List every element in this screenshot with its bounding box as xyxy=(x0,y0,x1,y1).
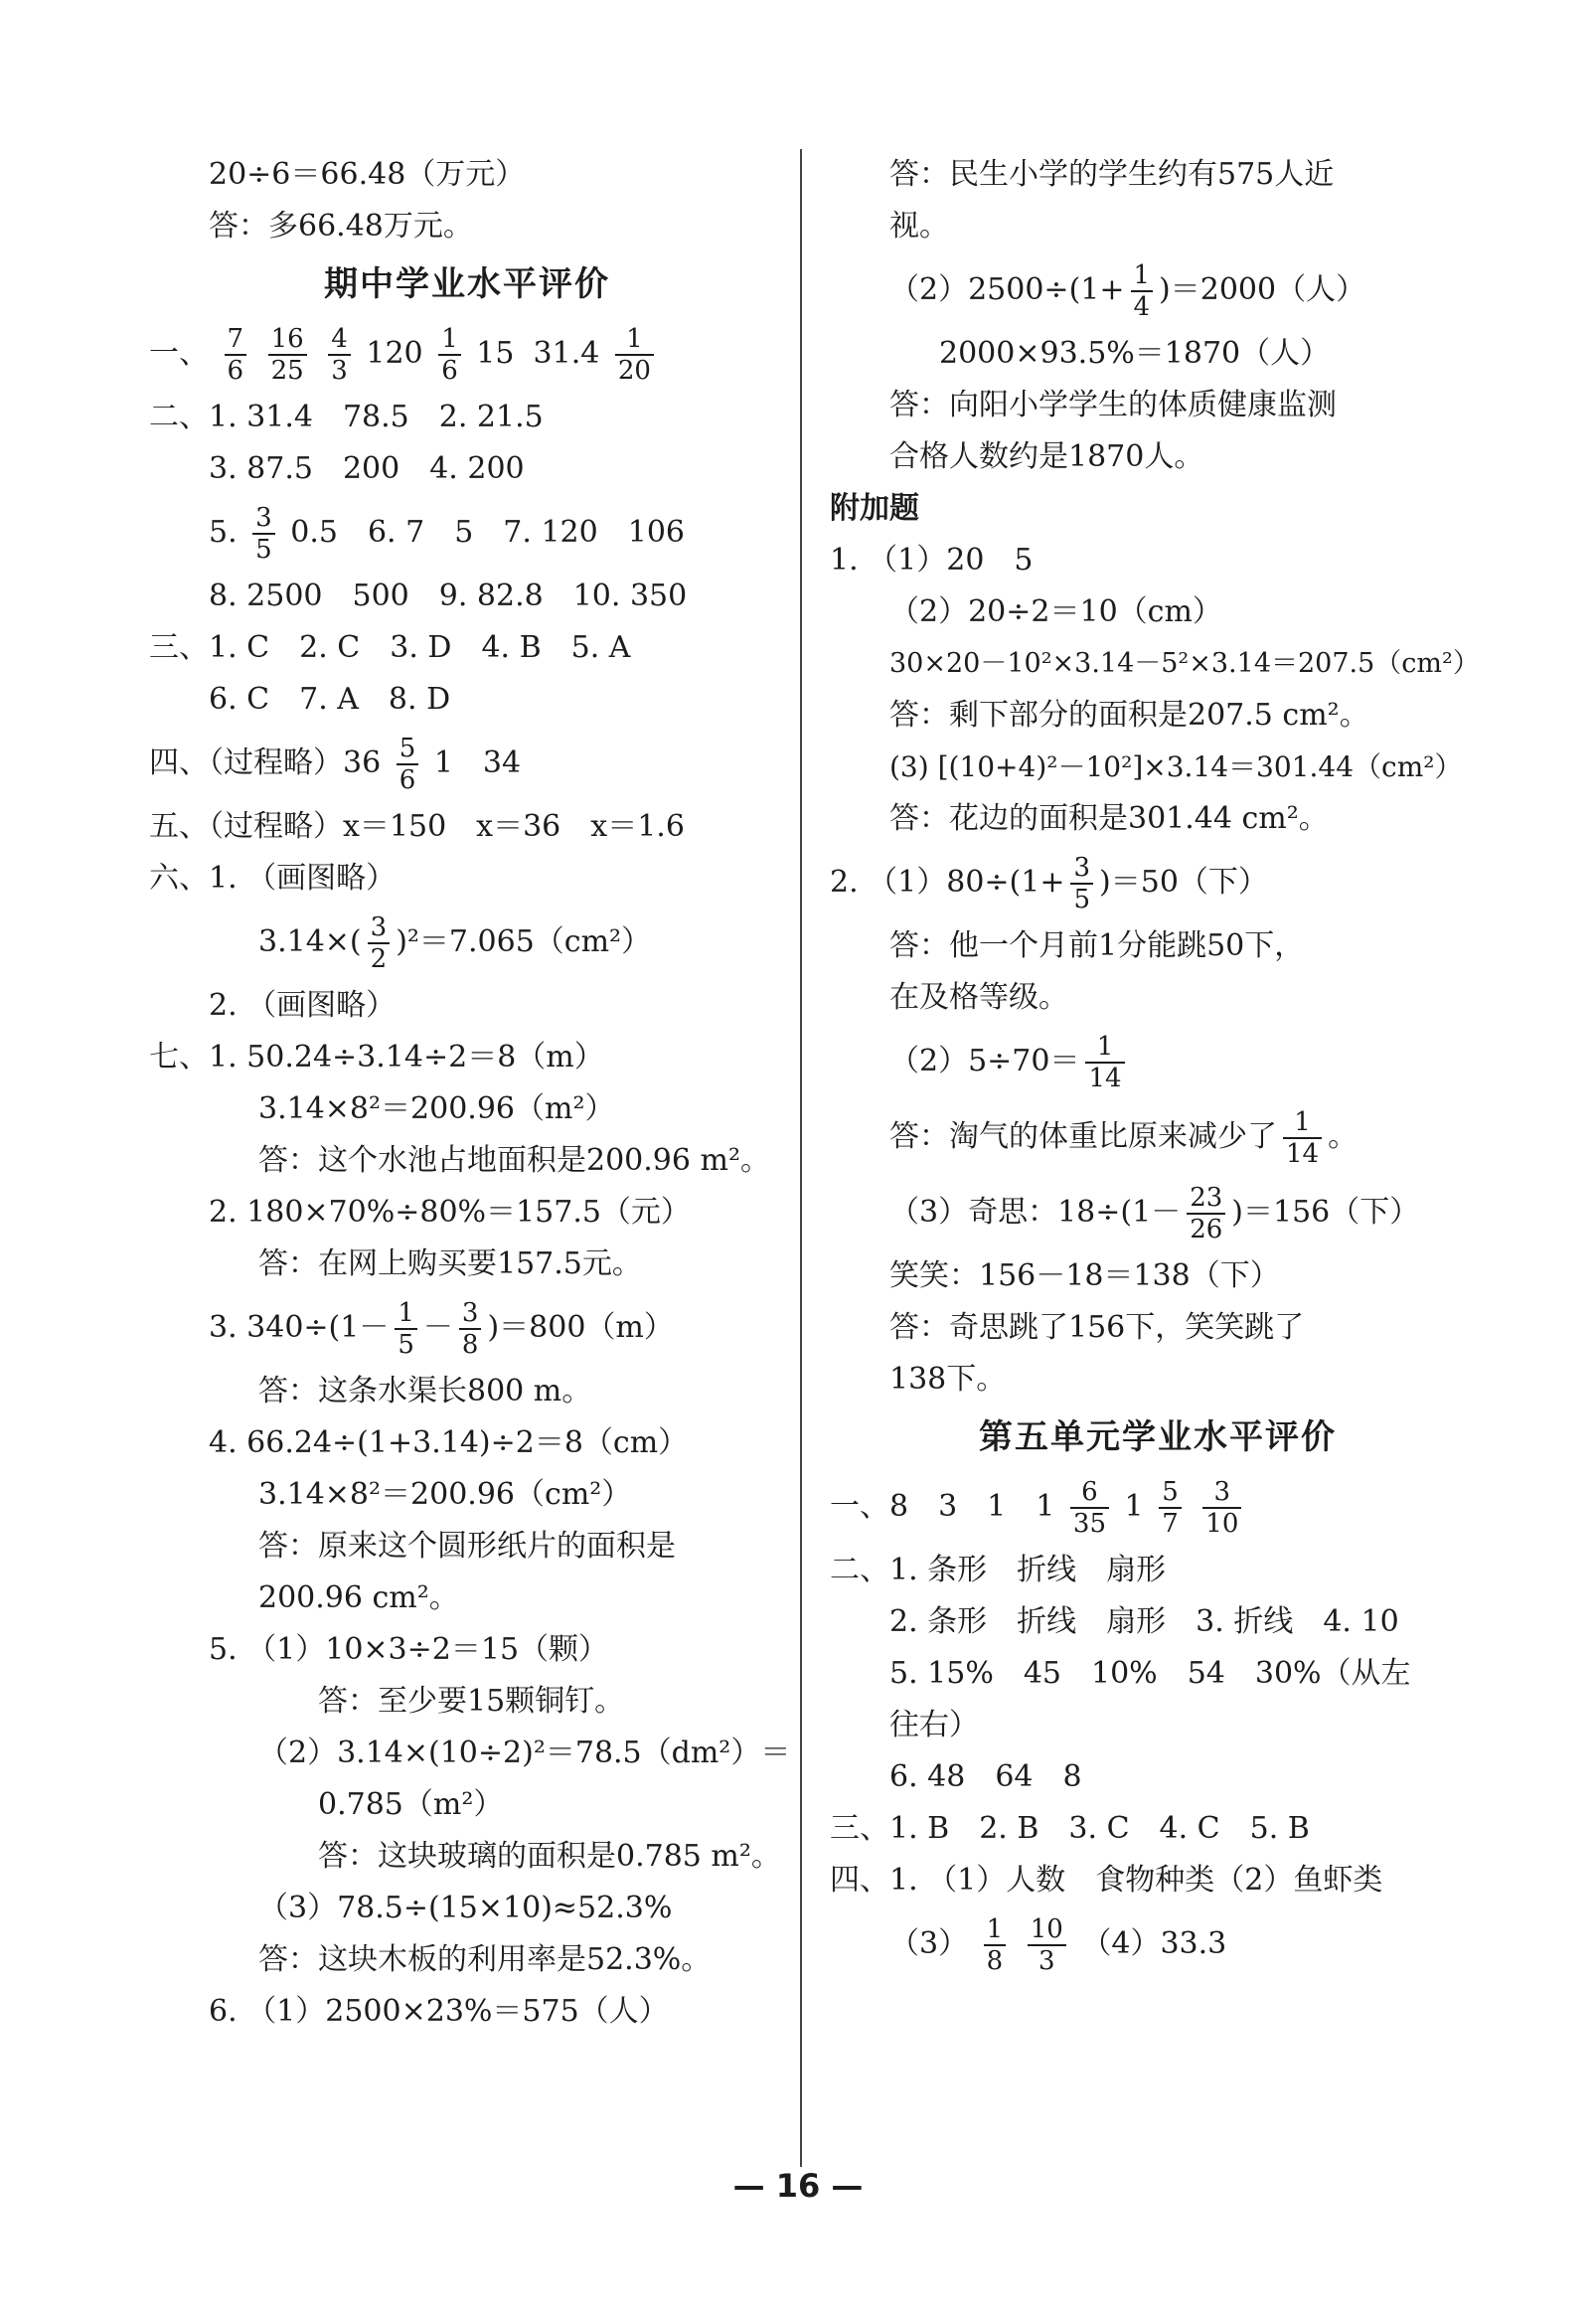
fraction: $\frac{7}{6}$ xyxy=(225,324,247,386)
column-divider xyxy=(800,149,802,2167)
text-line: 四、1. （1）人数 食物种类（2）鱼虾类 xyxy=(830,1863,1383,1898)
text-line: 8. 2500 500 9. 82.8 10. 350 xyxy=(209,579,688,613)
text-line: 5. 15% 45 10% 54 30%（从左 xyxy=(889,1656,1411,1691)
text-line: 答：民生小学的学生约有575人近 xyxy=(889,157,1335,192)
text-line: 5. （1）10×3÷2＝15（颗） xyxy=(209,1632,609,1667)
fraction: $\frac{3}{5}$ xyxy=(252,503,275,565)
text-line: 6. （1）2500×23%＝575（人） xyxy=(209,1994,669,2029)
text-line: 二、1. 条形 折线 扇形 xyxy=(830,1553,1167,1587)
text-line: 一、8 3 1 1 $\frac{6}{35}$ 1 $\frac{5}{7}$ $\frac{3}{10}$ xyxy=(830,1469,1486,1545)
text-line: 视。 xyxy=(889,209,949,244)
text-line: 答：在网上购买要157.5元。 xyxy=(258,1246,642,1281)
text-line: 答：这块木板的利用率是52.3%。 xyxy=(258,1942,712,1977)
text-line: 在及格等级。 xyxy=(889,980,1068,1015)
fraction: $\frac{3}{2}$ xyxy=(368,912,391,974)
text-line: 笑笑：156－18＝138（下） xyxy=(889,1258,1280,1293)
fraction: $\frac{1}{20}$ xyxy=(615,324,654,386)
text-line: 答：剩下部分的面积是207.5 cm²。 xyxy=(889,698,1369,733)
text-line: 138下。 xyxy=(889,1362,1007,1397)
fraction: $\frac{5}{7}$ xyxy=(1159,1477,1182,1539)
text-line: 3.14×8²＝200.96（m²） xyxy=(258,1091,615,1126)
text-line: 4. 66.24÷(1+3.14)÷2＝8（cm） xyxy=(209,1425,689,1460)
text-line: 答：这条水渠长800 m。 xyxy=(258,1374,592,1408)
text-line: 2. （1）80÷(1+ $\frac{3}{5}$ )＝50（下） xyxy=(830,853,1268,914)
text-line: 答：淘气的体重比原来减少了 $\frac{1}{14}$ 。 xyxy=(889,1107,1358,1169)
text-line: 5. $\frac{3}{5}$ 0.5 6. 7 5 7. 120 106 xyxy=(209,503,685,565)
text-line: 6. C 7. A 8. D xyxy=(209,682,451,717)
fraction: $\frac{3}{5}$ xyxy=(1070,853,1093,914)
fraction: $\frac{23}{26}$ xyxy=(1187,1183,1225,1244)
text-line: 答：这块玻璃的面积是0.785 m²。 xyxy=(318,1839,781,1874)
section-heading-midterm: 期中学业水平评价 xyxy=(324,264,610,304)
text-line: 30×20－10²×3.14－5²×3.14＝207.5（cm²） xyxy=(889,648,1480,679)
text-line: 六、1. （画图略） xyxy=(149,861,397,896)
text-line: 3.14×( $\frac{3}{2}$ )²＝7.065（cm²） xyxy=(258,912,652,974)
fraction: $\frac{1}{6}$ xyxy=(438,324,461,386)
text-line: 答：花边的面积是301.44 cm²。 xyxy=(889,801,1329,836)
fraction: $\frac{16}{25}$ xyxy=(268,324,307,386)
text-line: 20÷6＝66.48（万元） xyxy=(209,157,526,192)
text-line: （3）奇思：18÷(1－ $\frac{23}{26}$ )＝156（下） xyxy=(889,1183,1420,1244)
text-line: 答：至少要15颗铜钉。 xyxy=(318,1684,625,1719)
text-line: （2）5÷70＝ $\frac{1}{14}$ xyxy=(830,1024,1486,1099)
text-line: 0.785（m²） xyxy=(318,1787,504,1822)
text-line: 二、1. 31.4 78.5 2. 21.5 xyxy=(149,400,544,434)
text-line: （3）78.5÷(15×10)≈52.3% xyxy=(258,1891,673,1925)
fraction: $\frac{1}{4}$ xyxy=(1131,260,1154,322)
text-line: （2）20÷2＝10（cm） xyxy=(889,594,1222,629)
text-line: 3. 87.5 200 4. 200 xyxy=(209,451,525,486)
section-heading-unit5: 第五单元学业水平评价 xyxy=(979,1417,1337,1457)
text-line: 3. 340÷(1－ $\frac{1}{5}$ － $\frac{3}{8}$ )＝800（m） xyxy=(209,1298,674,1360)
text-line: 3.14×8²＝200.96（cm²） xyxy=(258,1477,632,1512)
text-line: 七、1. 50.24÷3.14÷2＝8（m） xyxy=(149,1040,604,1075)
text-line: 答：向阳小学学生的体质健康监测 xyxy=(889,388,1337,422)
text-line: 答：奇思跳了156下，笑笑跳了 xyxy=(889,1310,1305,1345)
fraction: $\frac{10}{3}$ xyxy=(1028,1914,1066,1976)
text-line: 往右） xyxy=(889,1708,979,1742)
text-line: 答：他一个月前1分能跳50下， xyxy=(889,928,1305,963)
text-line: 五、（过程略）x＝150 x＝36 x＝1.6 xyxy=(149,809,685,844)
text-line: （2）3.14×(10÷2)²＝78.5（dm²）＝ xyxy=(258,1736,791,1770)
text-line: （2）2500÷(1+ $\frac{1}{4}$ )＝2000（人） xyxy=(889,260,1366,322)
text-line: 三、1. C 2. C 3. D 4. B 5. A xyxy=(149,630,631,665)
text-line: 2000×93.5%＝1870（人） xyxy=(939,336,1331,371)
subheading-bonus: 附加题 xyxy=(830,491,919,526)
text-line: 答：原来这个圆形纸片的面积是 xyxy=(258,1529,676,1564)
fraction: $\frac{1}{5}$ xyxy=(395,1298,417,1360)
fraction: $\frac{3}{10}$ xyxy=(1202,1477,1241,1539)
fraction: $\frac{5}{6}$ xyxy=(397,734,419,795)
text-line: 四、（过程略）36 $\frac{5}{6}$ 1 34 xyxy=(149,734,522,795)
text-line: 合格人数约是1870人。 xyxy=(889,439,1204,474)
text-line: 2. （画图略） xyxy=(209,988,397,1023)
fraction: $\frac{1}{14}$ xyxy=(1085,1032,1124,1093)
fraction: $\frac{1}{14}$ xyxy=(1283,1107,1322,1169)
text-line: (3) [(10+4)²－10²]×3.14＝301.44（cm²） xyxy=(889,750,1463,783)
fraction: $\frac{3}{8}$ xyxy=(459,1298,482,1360)
fraction: $\frac{1}{8}$ xyxy=(984,1914,1007,1976)
page-number: — 16 — xyxy=(732,2167,864,2205)
fraction: $\frac{6}{35}$ xyxy=(1070,1477,1109,1539)
text-line: 2. 条形 折线 扇形 3. 折线 4. 10 xyxy=(889,1604,1399,1639)
fraction: $\frac{4}{3}$ xyxy=(328,324,351,386)
text-line: 答：多66.48万元。 xyxy=(209,209,473,244)
text-line: 6. 48 64 8 xyxy=(889,1759,1082,1794)
text-line: 2. 180×70%÷80%＝157.5（元） xyxy=(209,1195,691,1230)
q1-line: 一、 $\frac{7}{6}$ $\frac{16}{25}$ $\frac{4}{3}$ 120 $\frac{1}{6}$ 15 31.4 $\frac{1}{20}$ xyxy=(149,316,785,392)
text-line: 1. （1）20 5 xyxy=(830,543,1034,578)
text-line: 答：这个水池占地面积是200.96 m²。 xyxy=(258,1143,770,1178)
left-column xyxy=(149,149,791,2038)
text-line: （3） $\frac{1}{8}$ $\frac{10}{3}$ （4）33.3 xyxy=(889,1914,1227,1976)
text-line: 200.96 cm²。 xyxy=(258,1580,459,1615)
text-line: 三、1. B 2. B 3. C 4. C 5. B xyxy=(830,1811,1310,1846)
right-column xyxy=(830,149,1486,1982)
